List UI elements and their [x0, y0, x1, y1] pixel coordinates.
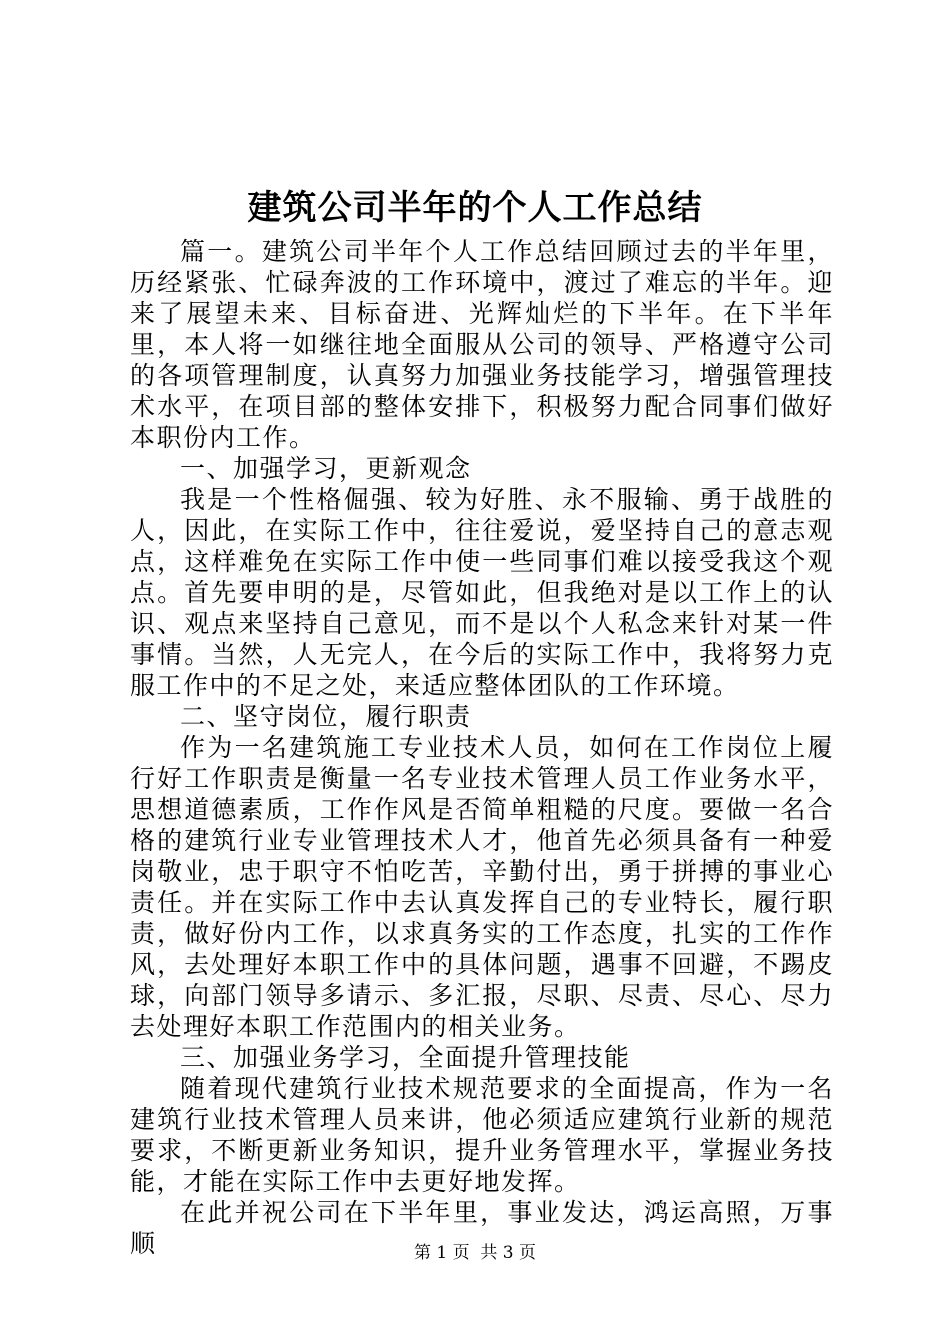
section-2-paragraph: 作为一名建筑施工专业技术人员，如何在工作岗位上履行好工作职责是衡量一名专业技术管理人员工作业务水平，思想道德素质，工作作风是否简单粗糙的尺度。要做一名合格的建筑行业专业管理技术人才，他首先必须具备有一种爱岗敬业，忠于职守不怕吃苦，辛勤付出，勇于拼搏的事业心责任。并在实际工作中去认真发挥自己的专业特长，履行职责，做好份内工作，以求真务实的工作态度，扎实的工作作风，去处理好本职工作中的具体问题，遇事不回避，不踢皮球，向部门领导多请示、多汇报，尽职、尽责、尽心、尽力去处理好本职工作范围内的相关业务。 — [130, 733, 834, 1041]
section-heading-2: 二、坚守岗位，履行职责 — [180, 702, 472, 731]
section-heading-3: 三、加强业务学习，全面提升管理技能 — [180, 1043, 631, 1072]
page-total: 共 3 页 — [480, 1243, 537, 1263]
page-number: 第 1 页 — [413, 1243, 470, 1263]
intro-paragraph: 篇一。建筑公司半年个人工作总结回顾过去的半年里，历经紧张、忙碌奔波的工作环境中，渡过了难忘的半年。迎来了展望未来、目标奋进、光辉灿烂的下半年。在下半年里，本人将一如继往地全面服从公司的领导、严格遵守公司的各项管理制度，认真努力加强业务技能学习，增强管理技术水平，在项目部的整体安排下，积极努力配合同事们做好本职份内工作。 — [130, 237, 834, 452]
closing-paragraph: 在此并祝公司在下半年里，事业发达，鸿运高照，万事顺 — [130, 1198, 834, 1258]
section-1-paragraph: 我是一个性格倔强、较为好胜、永不服输、勇于战胜的人，因此，在实际工作中，往往爱说，爱坚持自己的意志观点，这样难免在实际工作中使一些同事们难以接受我这个观点。首先要申明的是，尽管如此，但我绝对是以工作上的认识、观点来坚持自己意见，而不是以个人私念来针对某一件事情。当然，人无完人，在今后的实际工作中，我将努力克服工作中的不足之处，来适应整体团队的工作环境。 — [130, 485, 834, 700]
section-heading-1: 一、加强学习，更新观念 — [180, 454, 472, 483]
section-3-paragraph: 随着现代建筑行业技术规范要求的全面提高，作为一名建筑行业技术管理人员来讲，他必须适应建筑行业新的规范要求，不断更新业务知识，提升业务管理水平，掌握业务技能，才能在实际工作中去更好地发挥。 — [130, 1074, 834, 1196]
document-body — [130, 236, 834, 1259]
page-footer — [0, 1242, 950, 1264]
document-title: 建筑公司半年的个人工作总结 — [247, 188, 703, 228]
